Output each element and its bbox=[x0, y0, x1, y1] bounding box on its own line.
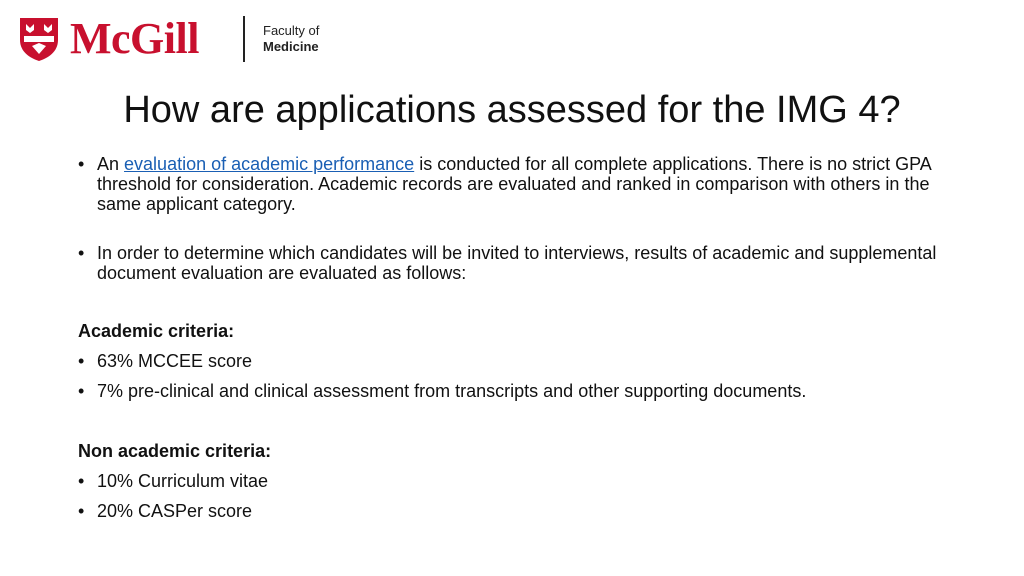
academic-item bbox=[78, 351, 958, 371]
bullet-prefix: An bbox=[97, 154, 125, 174]
faculty-label bbox=[263, 23, 319, 55]
non-academic-item bbox=[78, 501, 958, 521]
faculty-line2: Medicine bbox=[263, 39, 319, 54]
mcgill-logo bbox=[18, 14, 358, 64]
bullet-dot: • bbox=[78, 243, 85, 263]
logo-divider bbox=[243, 16, 245, 62]
non-academic-heading: Non academic criteria: bbox=[78, 441, 272, 461]
academic-item-text: 7% pre-clinical and clinical assessment from transcripts and other supporting documents. bbox=[97, 381, 807, 401]
non-academic-item-text: 10% Curriculum vitae bbox=[97, 471, 269, 491]
slide-content bbox=[78, 154, 958, 521]
evaluation-link[interactable]: evaluation of academic performance bbox=[124, 154, 415, 174]
non-academic-item-text: 20% CASPer score bbox=[97, 501, 253, 521]
bullet-dot: • bbox=[78, 501, 85, 521]
bullet-evaluation bbox=[78, 154, 958, 214]
bullet-text: In order to determine which candidates will be invited to interviews, results of academic and supplemental document evaluation are evaluated as follows: bbox=[97, 243, 937, 283]
mcgill-shield-icon bbox=[18, 16, 60, 62]
logo-wordmark: McGill bbox=[70, 14, 199, 63]
bullet-interviews bbox=[78, 243, 958, 283]
bullet-dot: • bbox=[78, 351, 85, 371]
bullet-suffix: is conducted for all complete applications. There is no strict GPA threshold for consideration. Academic records are evaluated and ranked in comparison with others in the same applicant category. bbox=[97, 154, 931, 214]
academic-heading: Academic criteria: bbox=[78, 321, 235, 341]
academic-item-text: 63% MCCEE score bbox=[97, 351, 253, 371]
bullet-dot: • bbox=[78, 471, 85, 491]
bullet-dot: • bbox=[78, 154, 85, 174]
slide-title: How are applications assessed for the IMG 4? bbox=[123, 89, 901, 131]
bullet-dot: • bbox=[78, 381, 85, 401]
academic-item bbox=[78, 381, 958, 401]
faculty-line1: Faculty of bbox=[263, 23, 320, 38]
non-academic-item bbox=[78, 471, 958, 491]
